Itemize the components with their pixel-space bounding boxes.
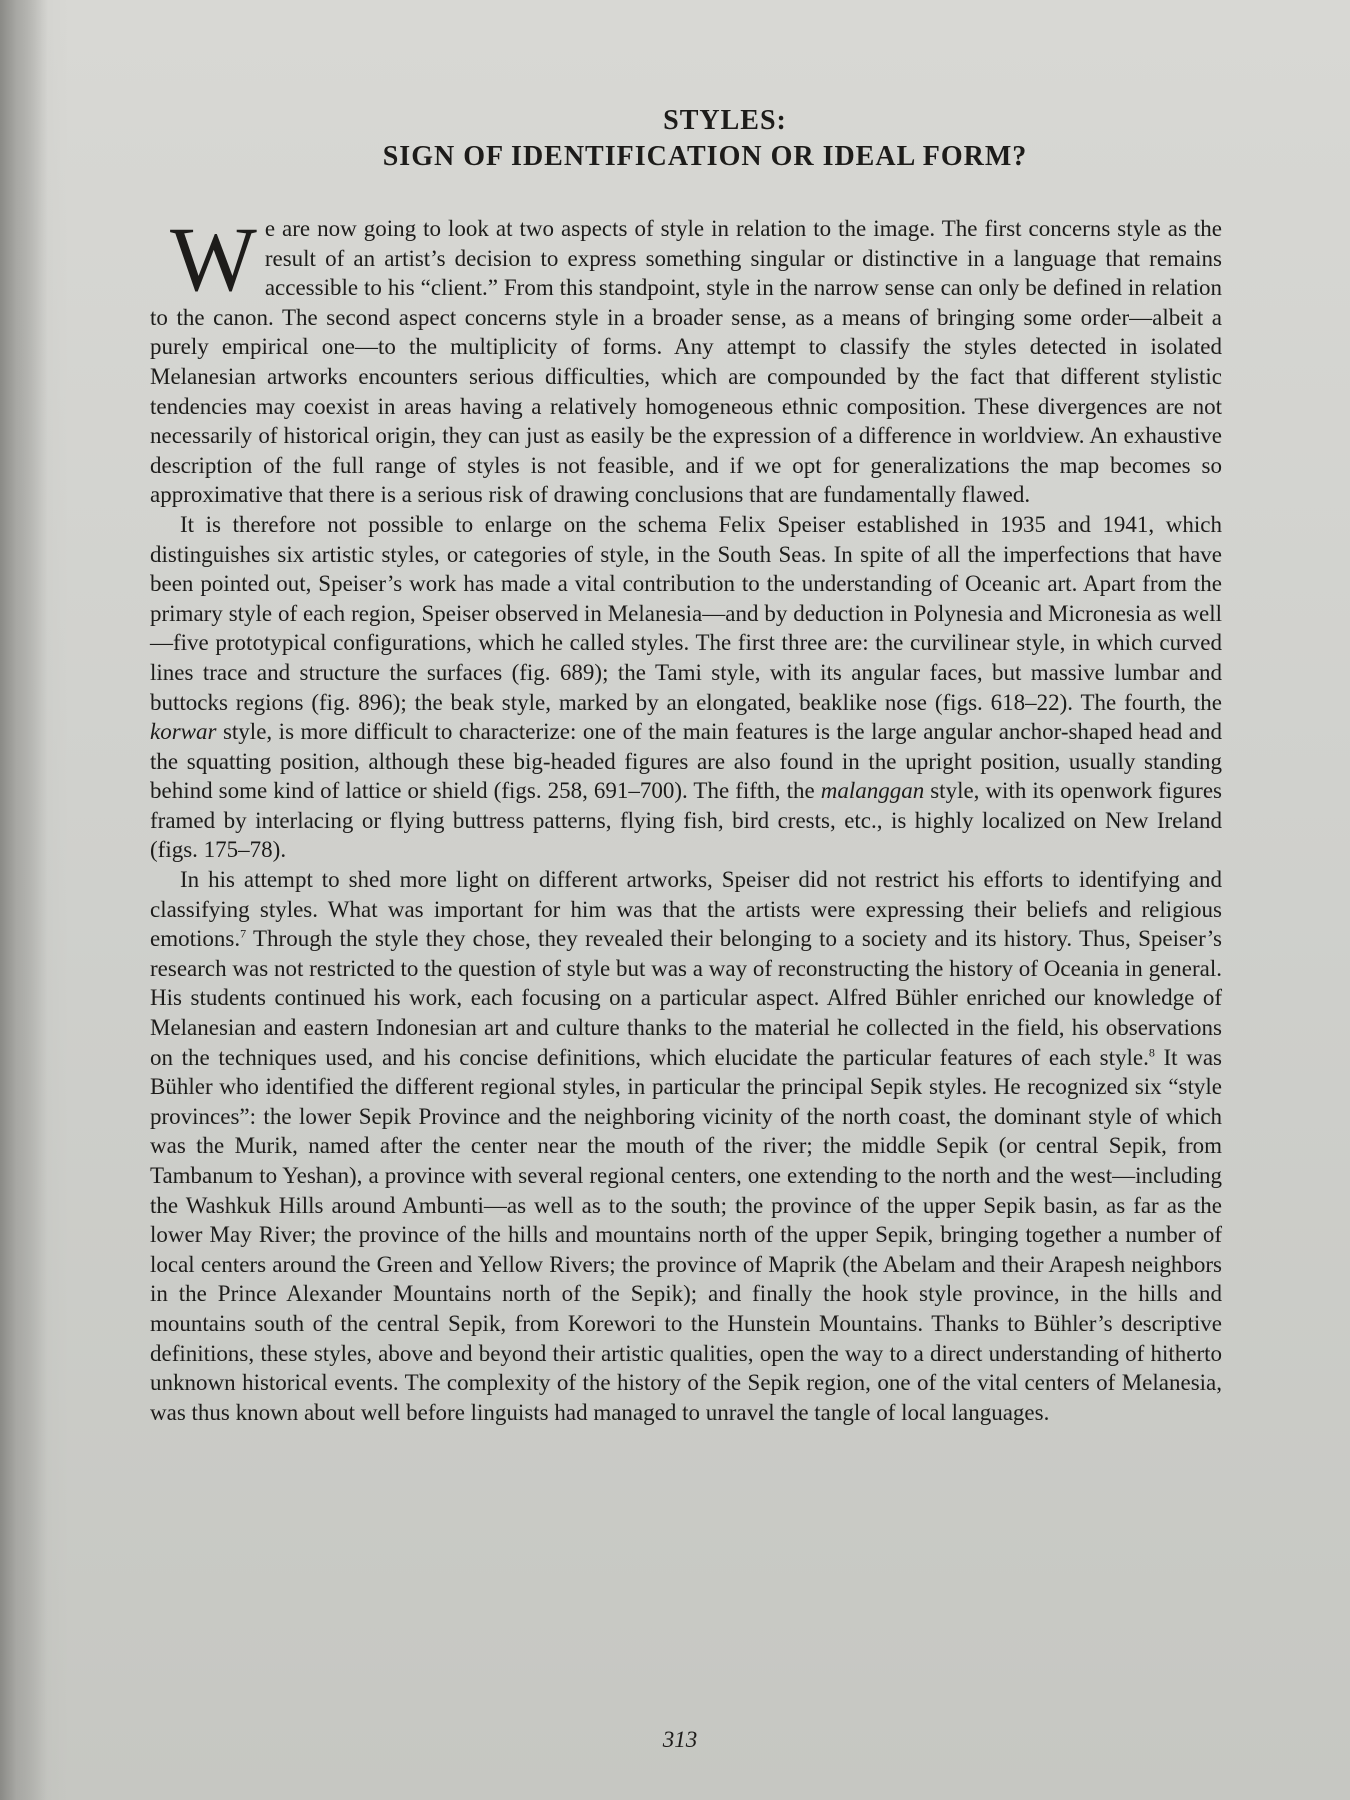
footnote-7-marker: 7 xyxy=(240,926,247,941)
paragraph-1 xyxy=(150,208,1222,510)
paragraph-2-part-2: style, is more difficult to characterize: one of the main features is the large angular anchor-shaped head and the squatting position, although these big-headed figures are also found in the upright position, usually standing behind some kind of lattice or shield (figs. 258, 691–700). The fifth, the xyxy=(150,719,1222,804)
paragraph-3-part-1: In his attempt to shed more light on different artworks, Speiser did not restrict his efforts to identifying and classifying styles. What was important for him was that the artists were expressing their beliefs and religious emotions. xyxy=(150,867,1222,952)
page-number: 313 xyxy=(662,1727,698,1752)
paragraph-2 xyxy=(150,510,1222,865)
drop-cap: W xyxy=(170,208,257,310)
paragraph-2-part-1: It is therefore not possible to enlarge on the schema Felix Speiser established in 1935 and 1941, which distinguishes six artistic styles, or categories of style, in the South Seas. In spite of all the imperfections that have been pointed out, Speiser’s work has made a vital contribution to the understanding of Oceanic art. Apart from the primary style of each region, Speiser observed in Melanesia—and by deduction in Polynesia and Micronesia as well—five prototypical configurations, which he called styles. The first three are: the curvilinear style, in which curved lines trace and structure the surfaces (fig. 689); the Tami style, with its angular faces, but massive lumbar and buttocks regions (fig. 896); the beak style, marked by an elongated, beaklike nose (figs. 618–22). The fourth, the xyxy=(150,511,1222,715)
paragraph-3-part-3: It was Bühler who identified the different regional styles, in particular the principal Sepik styles. He recognized six “style provinces”: the lower Sepik Province and the neighboring vicinity of the north coast, the dominant style of which was the Murik, named after the center near the mouth of the river; the middle Sepik (or central Sepik, from Tambanum to Yeshan), a province with several regional centers, one extending to the north and the west—including the Washkuk Hills around Ambunti—as well as to the south; the province of the upper Sepik basin, as far as the lower May River; the province of the hills and mountains north of the upper Sepik, bringing together a number of local centers around the Green and Yellow Rivers; the province of Maprik (the Abelam and their Arapesh neighbors in the Prince Alexander Mountains north of the Sepik); and finally the hook style province, in the hills and mountains south of the central Sepik, from Korewori to the Hunstein Mountains. Thanks to Bühler’s descriptive definitions, these styles, above and beyond their artistic qualities, open the way to a direct understanding of hitherto unknown historical events. The complexity of the history of the Sepik region, one of the vital centers of Melanesia, was thus known about well before linguists had managed to unravel the tangle of local languages. xyxy=(150,1044,1222,1425)
body-text xyxy=(150,208,1222,1427)
paragraph-3-part-2: Through the style they chose, they revealed their belonging to a society and its history. Thus, Speiser’s research was not restricted to the question of style but was a way of reconstructing the history of Oceania in general. His students continued his work, each focusing on a particular aspect. Alfred Bühler enriched our knowledge of Melanesian and eastern Indonesian art and culture thanks to the material he collected in the field, his observations on the techniques used, and his concise definitions, which elucidate the particular features of each style. xyxy=(150,926,1222,1070)
paragraph-3 xyxy=(150,865,1222,1427)
heading-line-1: STYLES: xyxy=(663,105,787,137)
malanggan-term: malanggan xyxy=(820,778,925,804)
binding-gutter-shadow xyxy=(0,0,48,1800)
heading-line-2: SIGN OF IDENTIFICATION OR IDEAL FORM? xyxy=(382,141,1028,173)
chapter-heading xyxy=(140,103,1270,175)
korwar-term: korwar xyxy=(150,719,217,745)
paragraph-1-text: e are now going to look at two aspects of style in relation to the image. The first concerns style as the result of an artist’s decision to express something singular or distinctive in a language that remains accessible to his “client.” From this standpoint, style in the narrow sense can only be defined in relation to the canon. The second aspect concerns style in a broader sense, as a means of bringing some order—albeit a purely empirical one—to the multiplicity of forms. Any attempt to classify the styles detected in isolated Melanesian artworks encounters serious difficulties, which are compounded by the fact that different stylistic tendencies may coexist in areas having a relatively homogeneous ethnic composition. These divergences are not necessarily of historical origin, they can just as easily be the expression of a difference in worldview. An exhaustive description of the full range of styles is not feasible, and if we opt for generalizations the map becomes so approximative that there is a serious risk of drawing conclusions that are fundamentally flawed. xyxy=(150,216,1222,508)
footnote-8-marker: 8 xyxy=(1148,1044,1155,1059)
paragraph-2-part-3: style, with its openwork figures framed by interlacing or flying buttress patterns, flying fish, bird crests, etc., is highly localized on New Ireland (figs. 175–78). xyxy=(150,778,1222,863)
